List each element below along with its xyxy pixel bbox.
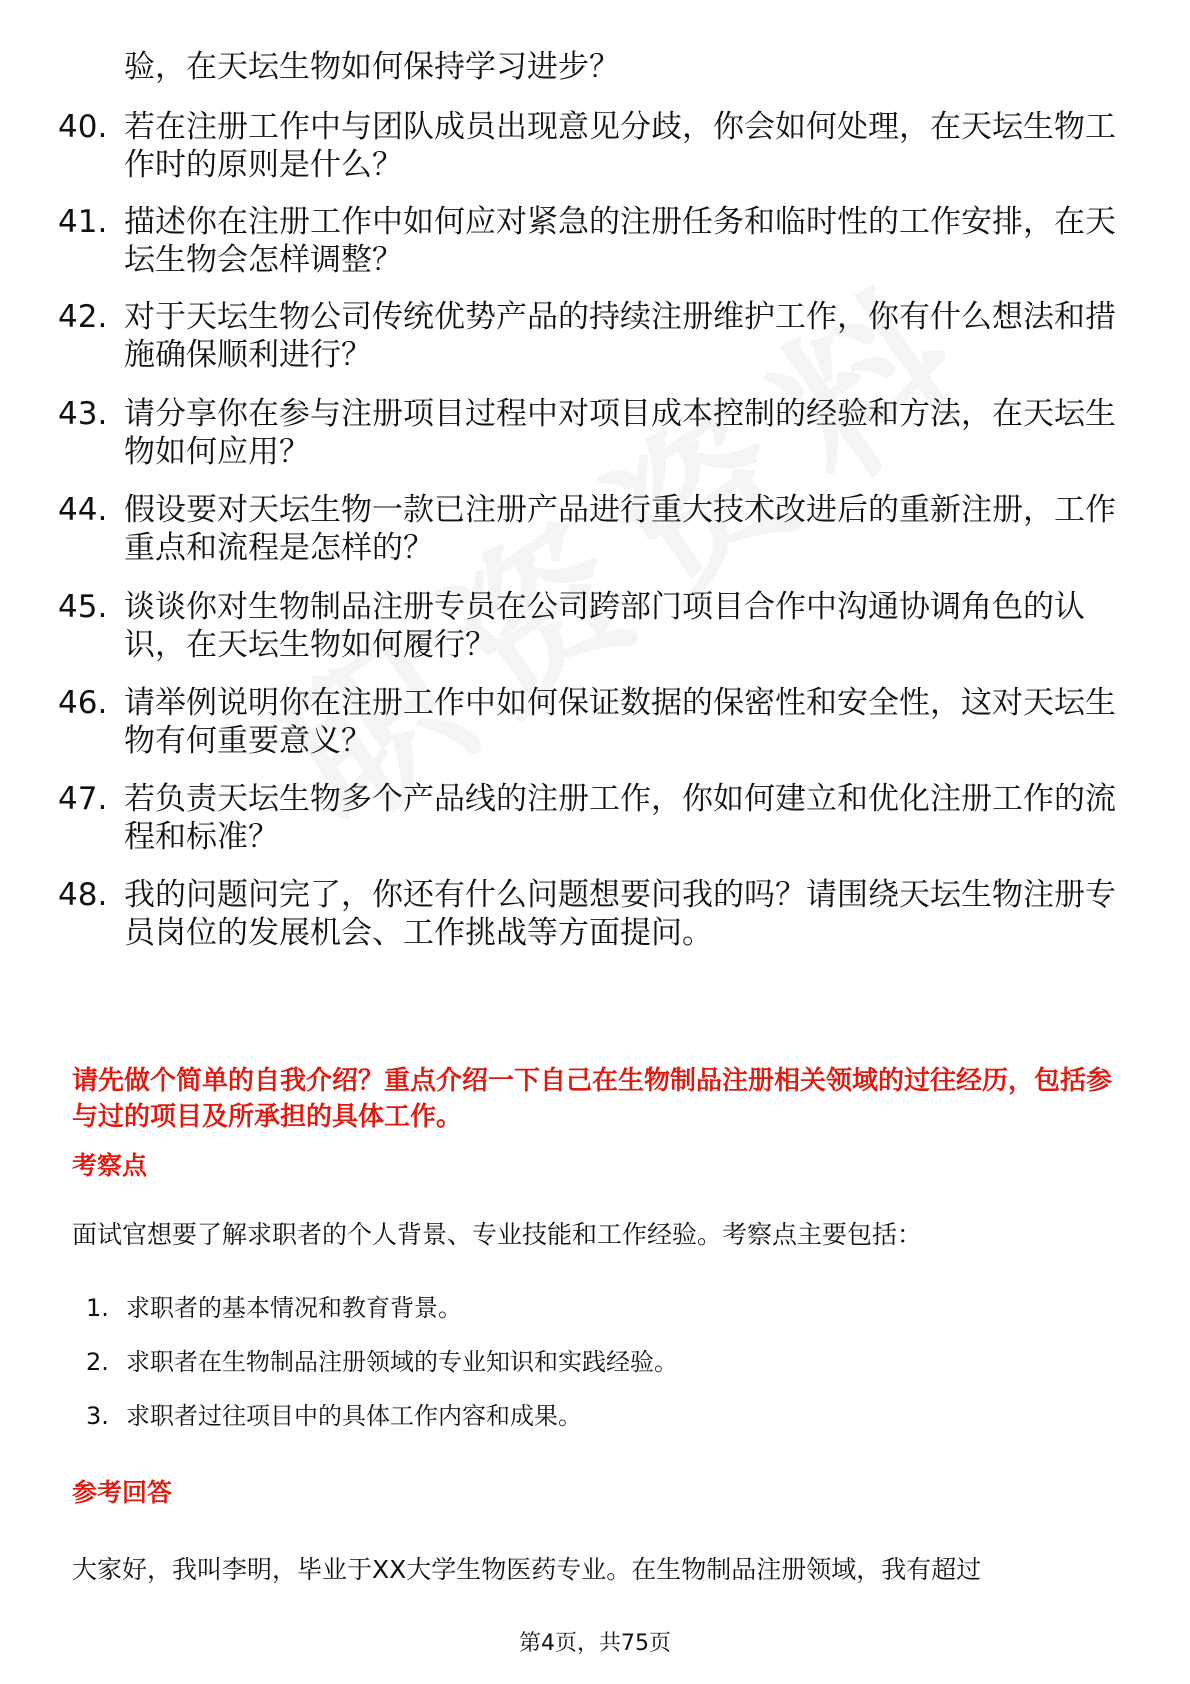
question-number: 43. (58, 396, 108, 432)
list-text: 求职者在生物制品注册领域的专业知识和实践经验。 (126, 1348, 678, 1376)
question-text: 若负责天坛生物多个产品线的注册工作，你如何建立和优化注册工作的流程和标准？ (124, 781, 1116, 855)
question-number: 42. (58, 299, 108, 335)
list-number: 1. (86, 1294, 109, 1322)
question-text: 对于天坛生物公司传统优势产品的持续注册维护工作，你有什么想法和措施确保顺利进行？ (124, 299, 1116, 373)
assessment-heading: 考察点 (72, 1151, 148, 1180)
question-text: 请举例说明你在注册工作中如何保证数据的保密性和安全性，这对天坛生物有何重要意义？ (124, 685, 1116, 759)
question-number: 44. (58, 492, 108, 528)
answer-text: 大家好，我叫李明，毕业于XX大学生物医药专业。在生物制品注册领域，我有超过 (72, 1555, 982, 1584)
question-number: 41. (58, 204, 108, 240)
list-text: 求职者过往项目中的具体工作内容和成果。 (126, 1402, 582, 1430)
question-number: 45. (58, 589, 108, 625)
list-number: 2. (86, 1348, 109, 1376)
featured-question: 请先做个简单的自我介绍？重点介绍一下自己在生物制品注册相关领域的过往经历，包括参与过的项目及所承担的具体工作。 (72, 1066, 1113, 1132)
question-text: 谈谈你对生物制品注册专员在公司跨部门项目合作中沟通协调角色的认识，在天坛生物如何履行？ (124, 589, 1085, 663)
question-text: 若在注册工作中与团队成员出现意见分歧，你会如何处理，在天坛生物工作时的原则是什么？ (124, 109, 1116, 183)
question-text: 我的问题问完了，你还有什么问题想要问我的吗？请围绕天坛生物注册专员岗位的发展机会、工作挑战等方面提问。 (124, 877, 1116, 951)
question-number: 47. (58, 781, 108, 817)
list-text: 求职者的基本情况和教育背景。 (126, 1294, 462, 1322)
question-text: 假设要对天坛生物一款已注册产品进行重大技术改进后的重新注册，工作重点和流程是怎样的？ (124, 492, 1116, 566)
document-page: 验，在天坛生物如何保持学习进步？ 40. 若在注册工作中与团队成员出现意见分歧，你会如何处理，在天坛生物工作时的原则是什么？ 41. 描述你在注册工作中如何应对紧急的注册任务和临时性的工作安排，在天坛生物会怎样调整？ 42. 对于天坛生物公司传统优势产品的持续注册维护工作，你有什么想法和措施确保顺利进行？ 43. 请分享你在参与注册项目过程中对项目成本控制的经验和方法，在天坛生物如何应用？ 44. 假设要对天坛生物一款已注册产品进行重大技术改进后的重新注册，工作重点和流程是怎样的？ 45. 谈谈你对生物制品注册专员在公司跨部门项目合作中沟通协调角色的认识，在天坛生物如何履行？ 46. 请举例说明你在注册工作中如何保证数据的保密性和安全性，这对天坛生物有何重要意义？ 47. 若负责天坛生物多个产品线的注册工作，你如何建立和优化注册工作的流程和标准？ 48. 我的问题问完了，你还有什么问题想要问我的吗？请围绕天坛生物注册专员岗位的发展机会、工作挑战等方面提问。 请先做个简单的自我介绍？重点介绍一下自己在生物制品注册相关领域的过往经历，包括参与过的项目及所承担的具体工作。 考察点 面试官想要了解求职者的个人背景、专业技能和工作经验。考察点主要包括： 1. 求职者的基本情况和教育背景。 2. 求职者在生物制品注册领域的专业知识和实践经验。 3. 求职者过往项目中的具体工作内容和成果。 参考回答 大家好，我叫李明，毕业于XX大学生物医药专业。在生物制品注册领域，我有超过 第4页，共75页 (0, 0, 1190, 1684)
question-text: 描述你在注册工作中如何应对紧急的注册任务和临时性的工作安排，在天坛生物会怎样调整？ (124, 204, 1116, 278)
list-number: 3. (86, 1402, 109, 1430)
question-number: 40. (58, 109, 108, 145)
question-number: 48. (58, 877, 108, 913)
question-text: 请分享你在参与注册项目过程中对项目成本控制的经验和方法，在天坛生物如何应用？ (124, 396, 1116, 470)
question-number: 46. (58, 685, 108, 721)
assessment-intro: 面试官想要了解求职者的个人背景、专业技能和工作经验。考察点主要包括： (72, 1220, 923, 1249)
answer-heading: 参考回答 (72, 1478, 173, 1507)
page-footer: 第4页，共75页 (519, 1631, 671, 1656)
